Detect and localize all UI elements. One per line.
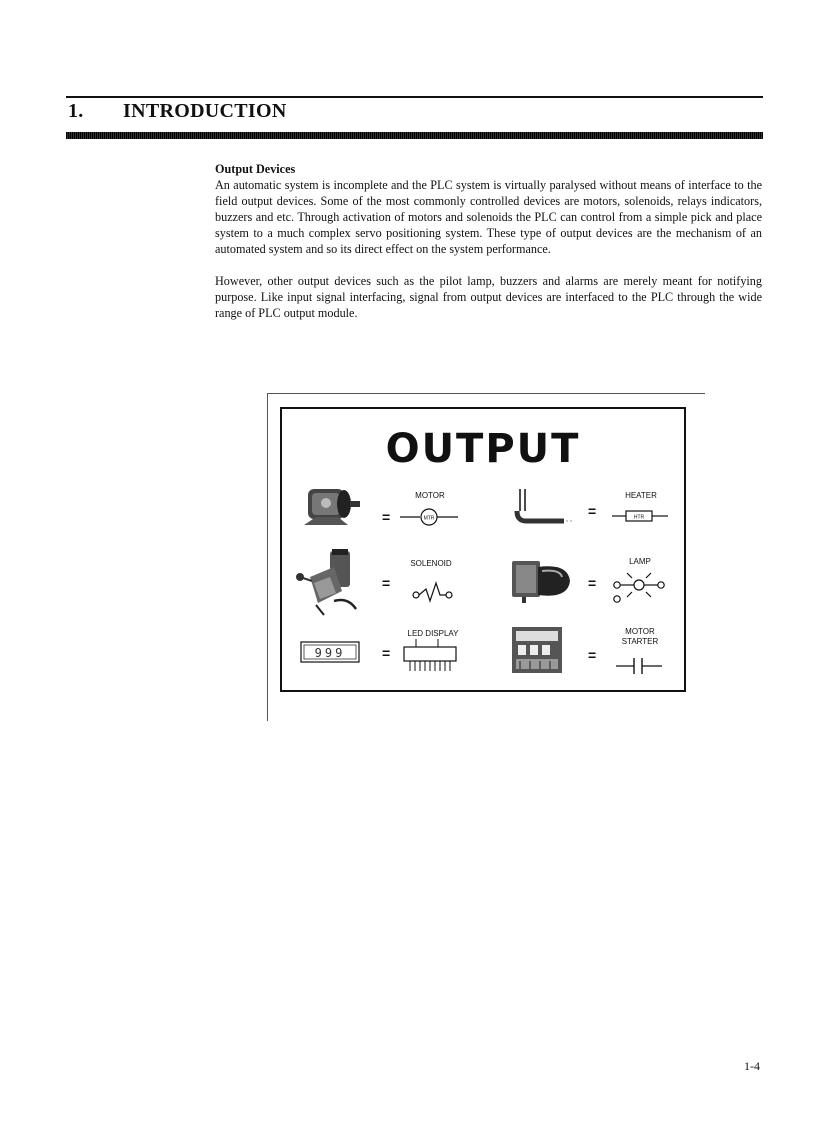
figure-frame-left xyxy=(267,393,268,721)
paragraph: An automatic system is incomplete and the PLC system is virtually paralysed without means of interface to the field output devices. Some of the most commonly controlled devices are motors, solenoids, relays indicators, buzzers and etc. Through activation of motors and solenoids the PLC can control from a simple pick and place system to a much complex servo positioning system. These type of output devices are the mechanism of an automated system and so its direct effect on the system performance. xyxy=(215,178,762,256)
section-number: 1. xyxy=(68,100,84,122)
solenoid-symbol-icon xyxy=(412,579,456,603)
equals-sign: = xyxy=(382,575,391,591)
motor-label: MOTOR xyxy=(415,491,445,500)
heater-label: HEATER xyxy=(625,491,657,500)
figure-frame-top xyxy=(267,393,705,394)
equals-sign: = xyxy=(588,647,597,663)
led-display-image xyxy=(300,641,360,663)
heater-image xyxy=(512,487,572,527)
motor-starter-symbol-icon xyxy=(616,657,662,675)
figure-title: OUTPUT xyxy=(385,426,581,472)
lamp-image xyxy=(508,555,578,605)
motor-symbol-text: MTR xyxy=(423,515,435,522)
subheading: Output Devices xyxy=(215,162,296,176)
equals-sign: = xyxy=(588,575,597,591)
led-display-label: LED DISPLAY xyxy=(407,629,459,638)
motor-starter-label xyxy=(612,627,668,647)
output-devices-figure xyxy=(280,407,686,692)
header-thick-rule xyxy=(66,132,763,139)
motor-image xyxy=(300,481,362,531)
equals-sign: = xyxy=(382,509,391,525)
motor-symbol-icon xyxy=(400,507,460,527)
section-heading xyxy=(68,100,287,123)
motor-starter-label-line2: STARTER xyxy=(621,637,659,646)
heater-symbol-icon xyxy=(612,509,668,523)
lamp-label: LAMP xyxy=(629,557,651,566)
section-title: INTRODUCTION xyxy=(123,100,287,122)
lamp-symbol-icon xyxy=(612,569,668,605)
solenoid-label: SOLENOID xyxy=(410,559,452,568)
paragraph: However, other output devices such as the pilot lamp, buzzers and alarms are merely meant for notifying purpose. Like input signal interfacing, signal from output devices are interfaced to the PLC through the wide range of PLC output module. xyxy=(215,274,762,320)
heater-symbol-text: HTR xyxy=(633,514,645,521)
motor-starter-image xyxy=(510,625,566,675)
equals-sign: = xyxy=(588,503,597,519)
solenoid-image xyxy=(294,547,366,617)
body-text xyxy=(215,161,762,337)
header-top-rule xyxy=(66,96,763,98)
led-digits: 999 xyxy=(314,646,346,660)
equals-sign: = xyxy=(382,645,391,661)
led-display-symbol-icon xyxy=(402,639,460,673)
page-number: 1-4 xyxy=(744,1059,760,1073)
motor-starter-label-line1: MOTOR xyxy=(625,627,655,636)
